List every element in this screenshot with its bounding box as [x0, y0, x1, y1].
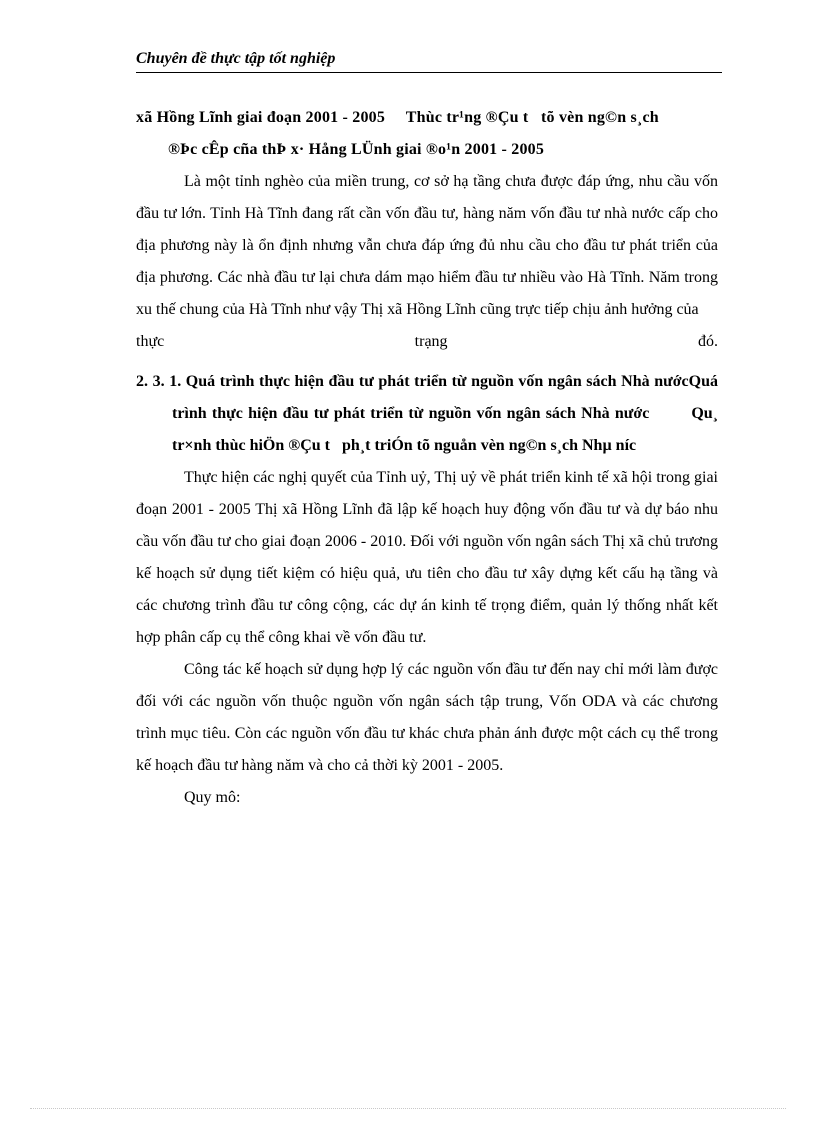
word-trang: trạng	[414, 333, 448, 350]
top-heading-line-1: xã Hồng Lĩnh giai đoạn 2001 - 2005 Thùc tr¹ng ®Çu t tõ vèn ng©n s¸ch	[136, 109, 659, 126]
paragraph-3: Công tác kế hoạch sử dụng hợp lý các nguồn vốn đầu tư đến nay chỉ mới làm được đối với các nguồn vốn thuộc nguồn vốn ngân sách tập trung, Vốn ODA và các chương trình mục tiêu. Còn các nguồn vốn đầu tư khác chưa phản ánh được một cách cụ thể trong kế hoạch đầu tư hàng năm và cho cả thời kỳ 2001 - 2005.	[136, 661, 718, 774]
paragraph-2: Thực hiện các nghị quyết của Tỉnh uỷ, Thị uỷ về phát triển kinh tế xã hội trong giai đoạn 2001 - 2005 Thị xã Hồng Lĩnh đã lập kế hoạch huy động vốn đầu tư và dự báo nhu cầu vốn đầu tư cho giai đoạn 2006 - 2010. Đối với nguồn vốn ngân sách Thị xã chủ trương kế hoạch sử dụng tiết kiệm có hiệu quả, ưu tiên cho đầu tư xây dựng kết cấu hạ tầng và các chương trình đầu tư công cộng, các dự án kinh tế trọng điểm, quản lý thống nhất kết hợp phân cấp cụ thể công khai về vốn đầu tư.	[136, 469, 718, 646]
header-title: Chuyên đề thực tập tốt nghiệp	[136, 50, 336, 67]
top-heading-line-2: ®Þc cÊp cña thÞ x· Hång LÜnh giai ®o¹n 2001 - 2005	[168, 141, 545, 158]
paragraph-1-last-line	[136, 326, 718, 358]
page-bottom-divider	[30, 1108, 786, 1109]
word-thuc: thực	[136, 333, 165, 350]
word-do: đó.	[698, 333, 718, 350]
paragraph-4: Quy mô:	[184, 789, 241, 806]
page-header	[136, 48, 722, 73]
paragraph-1: Là một tỉnh nghèo của miền trung, cơ sở hạ tầng chưa được đáp ứng, nhu cầu vốn đầu tư lớn. Tỉnh Hà Tĩnh đang rất cần vốn đầu tư, hàng năm vốn đầu tư nhà nước cấp cho địa phương này là ổn định nhưng vẫn chưa đáp ứng đủ nhu cầu cho đầu tư phát triển của địa phương. Các nhà đầu tư lại chưa dám mạo hiểm đầu tư nhiều vào Hà Tĩnh. Năm trong xu thế chung của Hà Tĩnh như vậy Thị xã Hồng Lĩnh cũng trực tiếp chịu ảnh hưởng của	[136, 173, 718, 318]
section-heading-2-3-1: 2. 3. 1. Quá trình thực hiện đầu tư phát triển từ nguồn vốn ngân sách Nhà nướcQuá trình thực hiện đầu tư phát triển từ nguồn vốn ngân sách Nhà nước Qu¸ tr×nh thùc hiÖn ®Çu t ph¸t triÓn tõ nguån vèn ng©n s¸ch Nhµ níc	[136, 373, 722, 454]
document-body	[136, 102, 722, 814]
